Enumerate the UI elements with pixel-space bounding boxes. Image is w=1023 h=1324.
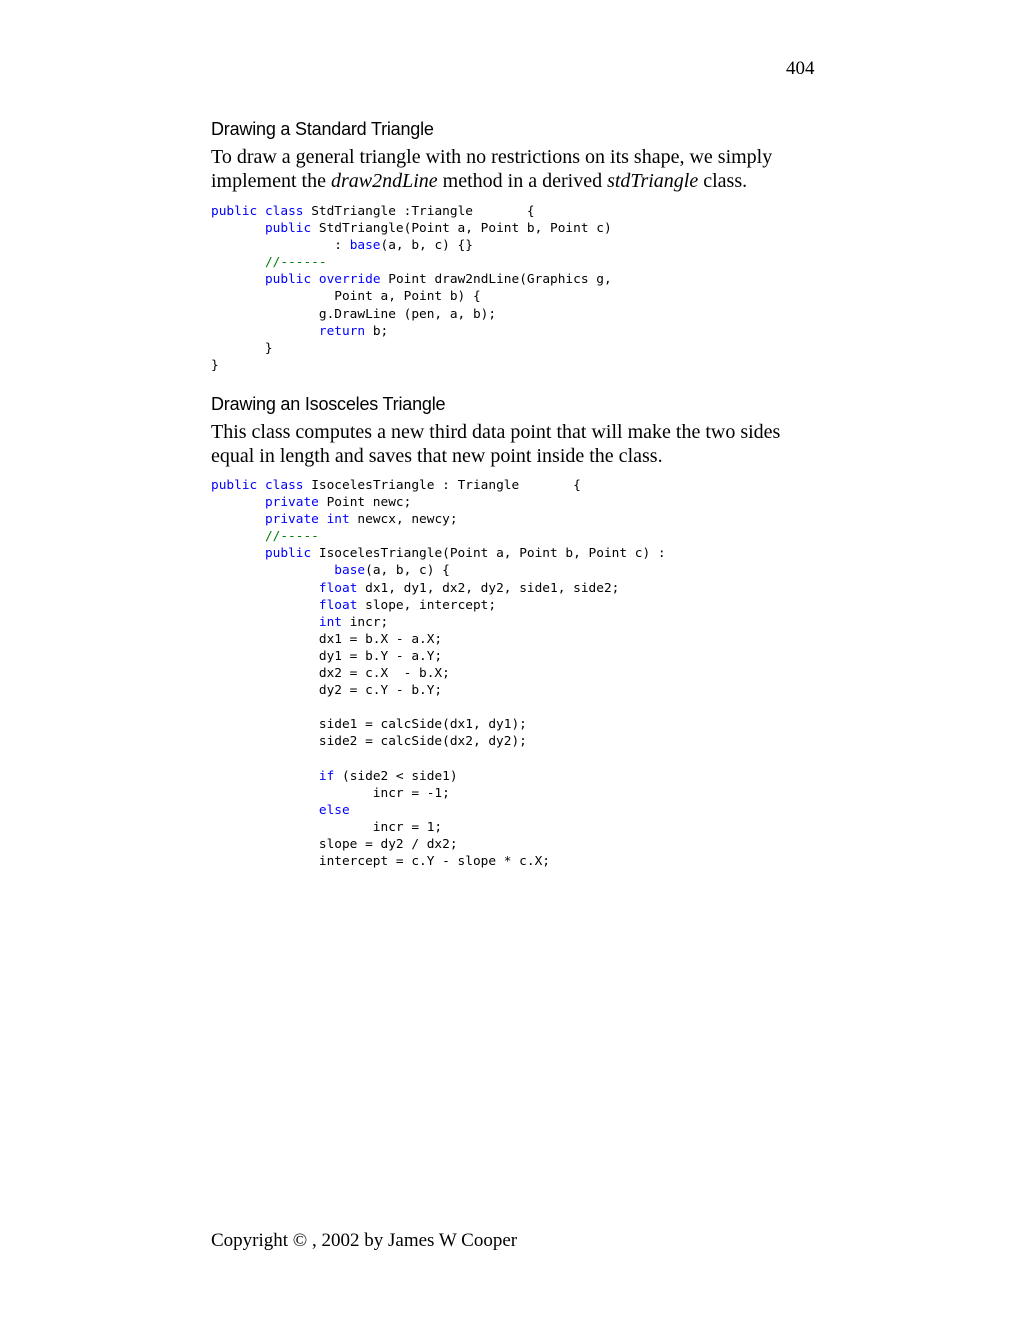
section-heading-standard-triangle: Drawing a Standard Triangle [211,119,434,139]
code-keyword: class [264,478,304,493]
code-keyword: public [211,204,258,219]
code-keyword: public [264,546,312,562]
code-text: slope = dy2 / dx2; [211,836,458,852]
code-text [211,769,319,784]
code-line [211,581,619,596]
code-text: incr; [342,614,389,630]
code-text [257,204,265,219]
code-line [211,495,411,510]
code-line [211,683,442,698]
code-text [211,529,265,544]
code-text: Point a, Point b) { [211,289,481,305]
code-text [211,598,319,613]
code-text [311,272,319,287]
code-line [211,478,581,493]
code-text: slope, intercept; [357,597,497,613]
code-keyword: base [334,563,366,579]
code-text: incr = -1; [211,785,450,801]
code-line [211,289,481,304]
code-keyword: float [318,597,358,613]
code-keyword: int [326,512,350,528]
code-keyword: public [211,478,258,493]
code-line [211,529,319,544]
code-text [319,512,327,527]
code-text: (side2 < side1) [334,768,458,784]
code-line [211,837,458,852]
code-comment: //----- [264,529,319,545]
code-text: intercept = c.Y - slope * c.X; [211,854,550,870]
class-name-stdtriangle: stdTriangle [607,169,699,192]
code-text [211,512,265,527]
code-keyword: class [264,204,304,219]
code-line [211,255,327,270]
code-keyword: float [318,580,358,596]
code-line [211,820,442,835]
code-comment: //------ [264,255,327,271]
code-text [211,581,319,596]
code-text [211,272,265,287]
code-keyword: else [318,802,350,818]
code-line [211,717,527,732]
code-text: dx1 = b.X - a.X; [211,631,443,647]
code-keyword: private [264,512,319,528]
code-keyword: public [264,221,312,237]
code-text: dx2 = c.X - b.X; [211,666,450,682]
code-text [211,324,319,339]
code-text [211,495,265,510]
copyright-footer: Copyright © , 2002 by James W Cooper [211,1230,518,1251]
code-line [211,854,550,869]
method-name-draw2ndline: draw2ndLine [330,169,438,192]
code-text: StdTriangle :Triangle { [303,204,535,219]
code-keyword: override [318,272,381,288]
code-line [211,221,612,236]
paragraph-standard-triangle: To draw a general triangle with no restrictions on its shape, we simply implement the draw2ndLine method in a derived stdTriangle class. [211,146,773,192]
code-line [211,546,666,561]
code-line [211,734,527,749]
code-keyword: int [318,614,342,630]
code-text [211,221,265,236]
code-text: dy1 = b.Y - a.Y; [211,648,443,664]
code-text: incr = 1; [211,819,443,835]
code-line [211,341,273,356]
code-text: } [211,357,219,373]
code-line [211,632,442,647]
paragraph-isosceles-triangle: This class computes a new third data point that will make the two sides equal in length and saves that new point inside the class. [211,421,781,467]
code-text: } [211,340,273,356]
code-text: : [211,238,350,254]
code-text [211,255,265,270]
code-text: StdTriangle(Point a, Point b, Point c) [311,221,612,237]
code-line [211,512,458,527]
code-line [211,786,450,801]
code-text: (a, b, c) { [365,563,450,579]
code-keyword: public [264,272,312,288]
code-line [211,598,496,613]
section-heading-isosceles-triangle: Drawing an Isosceles Triangle [211,394,446,414]
code-keyword: private [264,495,319,511]
code-line [211,307,496,322]
code-text: IsocelesTriangle(Point a, Point b, Point c) : [311,546,666,562]
page-number: 404 [786,58,815,79]
code-text [211,563,334,578]
code-text: side1 = calcSide(dx1, dy1); [211,717,527,733]
code-line [211,649,442,664]
code-text: g.DrawLine (pen, a, b); [211,306,497,322]
code-text: side2 = calcSide(dx2, dy2); [211,734,527,750]
code-keyword: base [349,238,381,254]
code-text: Point newc; [318,495,412,511]
code-text: b; [365,323,389,339]
code-line [211,272,612,287]
code-text [257,478,265,493]
code-keyword: if [318,768,335,784]
code-block-isoscelestriangle [211,477,666,870]
code-line [211,563,450,578]
code-line [211,238,473,253]
code-line [211,615,388,630]
code-text: dx1, dy1, dx2, dy2, side1, side2; [357,580,620,596]
code-text: (a, b, c) {} [380,238,473,254]
code-line [211,666,450,681]
code-text: Point draw2ndLine(Graphics g, [380,272,612,288]
code-text: IsocelesTriangle : Triangle { [303,478,581,493]
code-text [211,615,319,630]
code-text: dy2 = c.Y - b.Y; [211,683,443,699]
code-line [211,324,388,339]
code-block-stdtriangle [211,203,612,374]
code-line [211,769,458,784]
code-text [211,546,265,561]
code-text: newcx, newcy; [349,512,458,528]
code-line [211,803,350,818]
code-keyword: return [318,323,366,339]
code-text [211,803,319,818]
code-line [211,204,535,219]
code-line [211,358,219,373]
